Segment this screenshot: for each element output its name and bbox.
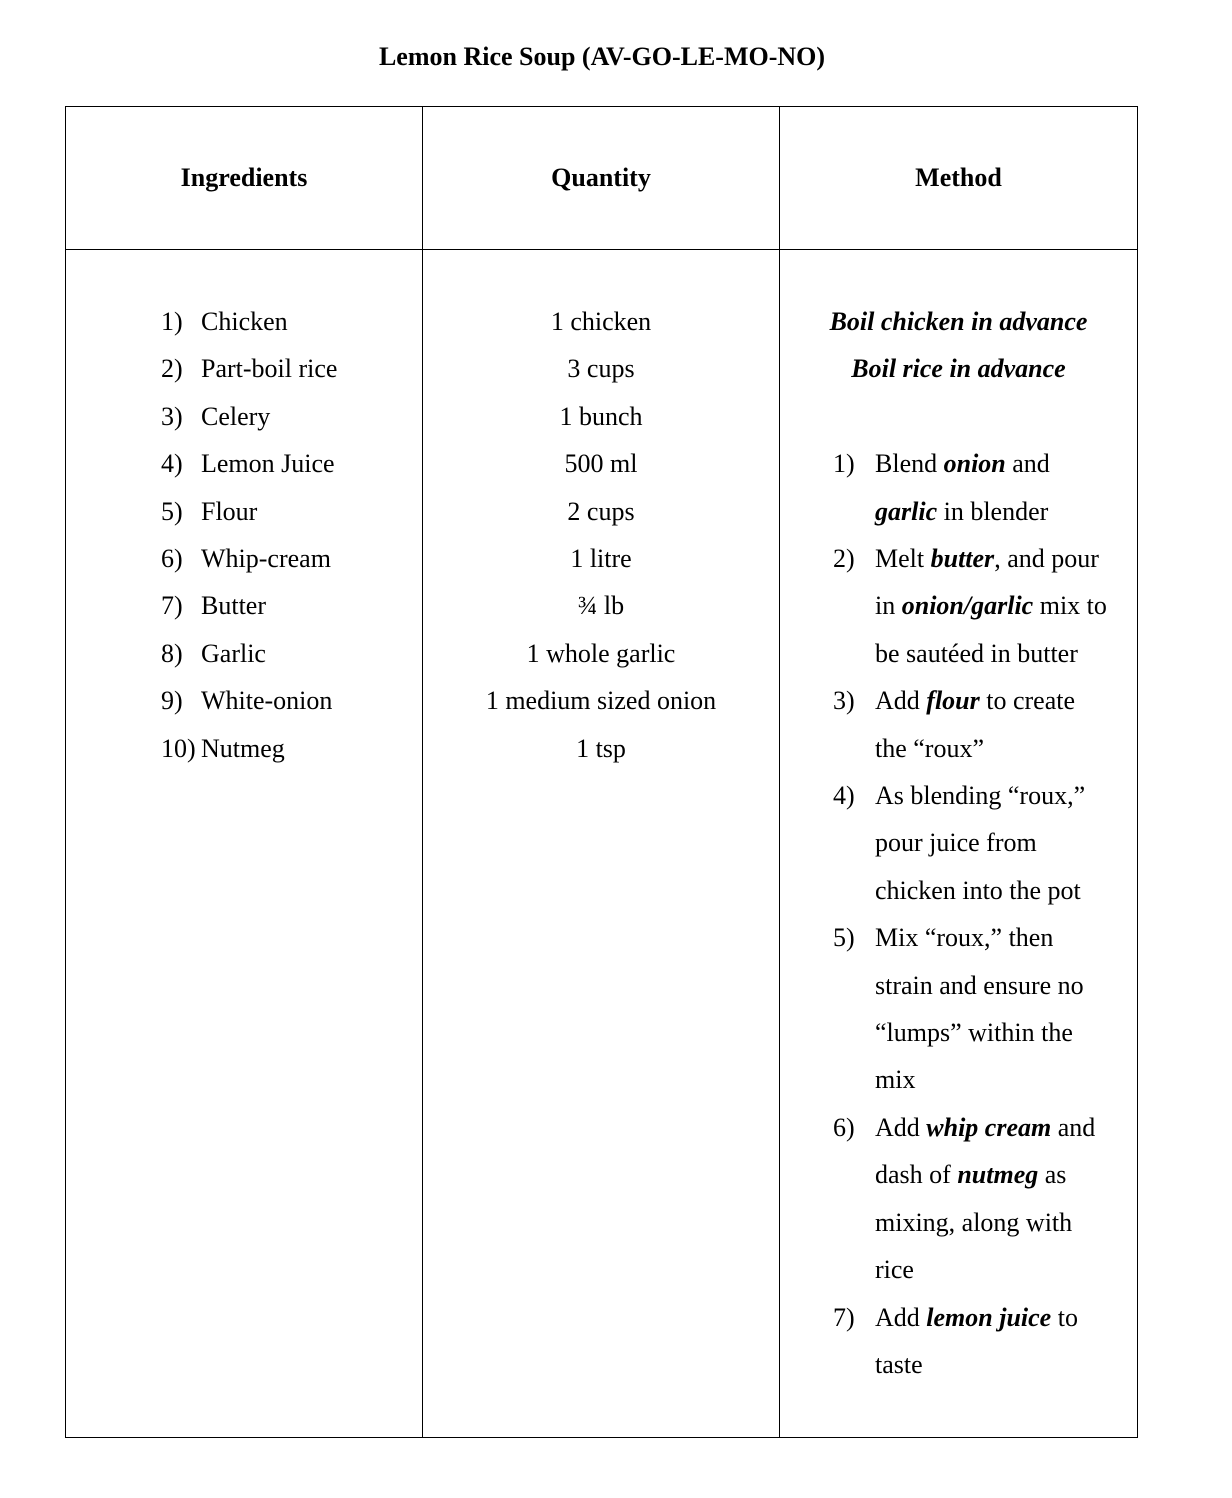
ingredient-name: Chicken xyxy=(201,307,288,336)
method-step-number: 4) xyxy=(833,781,855,811)
ingredient-number: 1) xyxy=(161,307,183,336)
method-text: pour juice from xyxy=(875,828,1037,858)
emphasis-ingredient: onion/garlic xyxy=(901,591,1034,621)
method-text: Blend xyxy=(875,449,944,479)
quantity-item: 3 cups xyxy=(567,354,635,384)
method-text: chicken into the pot xyxy=(875,875,1081,905)
content-row xyxy=(66,250,1138,1438)
method-step xyxy=(833,440,1137,535)
method-text: mix xyxy=(875,1065,916,1095)
pre-step: Boil chicken in advance xyxy=(829,307,1088,336)
method-cell xyxy=(780,250,1138,1438)
emphasis-ingredient: whip cream xyxy=(926,1112,1052,1142)
ingredient-item xyxy=(161,440,422,487)
method-step-line xyxy=(875,1341,1078,1388)
method-step-number: 2) xyxy=(833,544,855,574)
method-step xyxy=(833,535,1137,677)
quantity-cell xyxy=(423,250,780,1438)
method-step-number: 5) xyxy=(833,923,855,953)
method-text: be sautéed in butter xyxy=(875,638,1078,668)
method-text: the “roux” xyxy=(875,733,985,763)
ingredients-list xyxy=(66,298,422,772)
method-step-line xyxy=(875,914,1084,961)
ingredients-header: Ingredients xyxy=(66,107,423,250)
ingredient-number: 9) xyxy=(161,686,183,716)
quantity-item: 500 ml xyxy=(564,449,638,479)
method-step xyxy=(833,772,1137,914)
method-text: strain and ensure no xyxy=(875,970,1084,1000)
emphasis-ingredient: onion xyxy=(943,449,1006,479)
method-step-line xyxy=(875,772,1085,819)
method-step-line xyxy=(875,867,1085,914)
method-step-line xyxy=(875,1294,1078,1341)
method-text: in xyxy=(875,591,902,621)
document-title: Lemon Rice Soup (AV-GO-LE-MO-NO) xyxy=(378,42,826,71)
method-step-line xyxy=(875,725,1075,772)
method-step-line xyxy=(875,1151,1095,1198)
method-text: Mix “roux,” then xyxy=(875,923,1054,953)
ingredient-number: 7) xyxy=(161,591,183,621)
ingredient-number: 10) xyxy=(161,733,196,763)
method-text: dash of xyxy=(875,1160,958,1190)
quantity-item: ¾ lb xyxy=(577,591,625,621)
ingredient-item xyxy=(161,535,422,582)
method-step-text xyxy=(875,535,1107,677)
ingredient-number: 6) xyxy=(161,544,183,574)
method-text: in blender xyxy=(937,496,1049,526)
method-steps-list xyxy=(780,440,1137,1388)
method-step-text xyxy=(875,914,1084,1104)
ingredients-cell xyxy=(66,250,423,1438)
method-step-line xyxy=(875,677,1075,724)
method-step-text xyxy=(875,1294,1078,1389)
quantity-list xyxy=(423,298,779,772)
ingredient-item xyxy=(161,677,422,724)
method-step-number: 3) xyxy=(833,686,855,716)
method-text: and xyxy=(1005,449,1050,479)
method-text: to xyxy=(1051,1302,1078,1332)
method-step-text xyxy=(875,440,1050,535)
ingredient-name: Nutmeg xyxy=(201,733,285,763)
method-step-line xyxy=(875,962,1084,1009)
method-step-number: 1) xyxy=(833,449,855,479)
method-text: mixing, along with xyxy=(875,1207,1073,1237)
method-step-text xyxy=(875,772,1085,914)
ingredient-item xyxy=(161,298,422,345)
emphasis-ingredient: nutmeg xyxy=(957,1160,1039,1190)
quantity-item: 1 whole garlic xyxy=(526,638,676,668)
ingredient-name: Part-boil rice xyxy=(201,354,338,384)
ingredient-number: 3) xyxy=(161,401,183,431)
method-text: to create xyxy=(979,686,1076,716)
method-text: “lumps” within the xyxy=(875,1018,1073,1048)
method-step-line xyxy=(875,535,1107,582)
method-step-line xyxy=(875,1009,1084,1056)
ingredient-name: Flour xyxy=(201,496,258,526)
ingredient-name: Lemon Juice xyxy=(201,449,335,479)
method-text: Add xyxy=(875,1302,927,1332)
method-step-line xyxy=(875,582,1107,629)
method-step-line xyxy=(875,819,1085,866)
method-step-line xyxy=(875,1199,1095,1246)
method-step xyxy=(833,677,1137,772)
ingredient-item xyxy=(161,725,422,772)
quantity-item: 1 bunch xyxy=(559,401,643,431)
method-step xyxy=(833,914,1137,1104)
method-text: Add xyxy=(875,686,927,716)
ingredient-number: 8) xyxy=(161,638,183,668)
method-step xyxy=(833,1294,1137,1389)
ingredient-item xyxy=(161,630,422,677)
quantity-column xyxy=(423,250,779,772)
ingredient-item xyxy=(161,393,422,440)
method-step-line xyxy=(875,630,1107,677)
method-step-line xyxy=(875,1246,1095,1293)
ingredient-name: White-onion xyxy=(201,686,333,716)
ingredient-name: Celery xyxy=(201,401,271,431)
ingredient-name: Whip-cream xyxy=(201,544,331,574)
header-row xyxy=(66,107,1138,250)
emphasis-ingredient: garlic xyxy=(875,496,938,526)
ingredient-number: 2) xyxy=(161,354,183,384)
quantity-item: 1 litre xyxy=(570,544,632,574)
method-text: and xyxy=(1051,1112,1096,1142)
method-step-line xyxy=(875,1056,1084,1103)
emphasis-ingredient: butter xyxy=(930,544,995,574)
method-step-text xyxy=(875,677,1075,772)
spacer xyxy=(780,393,1137,440)
method-step-text xyxy=(875,1104,1095,1294)
pre-step: Boil rice in advance xyxy=(851,354,1066,384)
ingredient-item xyxy=(161,488,422,535)
ingredient-item xyxy=(161,582,422,629)
method-text: As blending “roux,” xyxy=(875,781,1086,811)
method-step-number: 6) xyxy=(833,1112,855,1142)
quantity-item: 2 cups xyxy=(567,496,635,526)
quantity-header: Quantity xyxy=(423,107,780,250)
method-text: , and pour xyxy=(994,544,1099,574)
method-step-line xyxy=(875,488,1050,535)
method-step xyxy=(833,1104,1137,1294)
method-step-line xyxy=(875,1104,1095,1151)
ingredient-name: Butter xyxy=(201,591,266,621)
recipe-table xyxy=(65,106,1138,1438)
emphasis-ingredient: flour xyxy=(926,686,980,716)
method-text: taste xyxy=(875,1349,923,1379)
quantity-item: 1 medium sized onion xyxy=(485,686,717,716)
emphasis-ingredient: lemon juice xyxy=(926,1302,1052,1332)
quantity-item: 1 tsp xyxy=(576,733,626,763)
quantity-item: 1 chicken xyxy=(550,307,652,336)
method-step-number: 7) xyxy=(833,1302,855,1332)
method-text: Add xyxy=(875,1112,927,1142)
method-step-line xyxy=(875,440,1050,487)
method-text: mix to xyxy=(1033,591,1107,621)
method-text: Melt xyxy=(875,544,931,574)
method-text: rice xyxy=(875,1255,914,1285)
ingredient-number: 4) xyxy=(161,449,183,479)
ingredients-column xyxy=(66,250,422,772)
ingredient-name: Garlic xyxy=(201,638,266,668)
method-text: as xyxy=(1038,1160,1067,1190)
method-header: Method xyxy=(780,107,1138,250)
ingredient-number: 5) xyxy=(161,496,183,526)
ingredient-item xyxy=(161,345,422,392)
method-column xyxy=(780,250,1137,1388)
